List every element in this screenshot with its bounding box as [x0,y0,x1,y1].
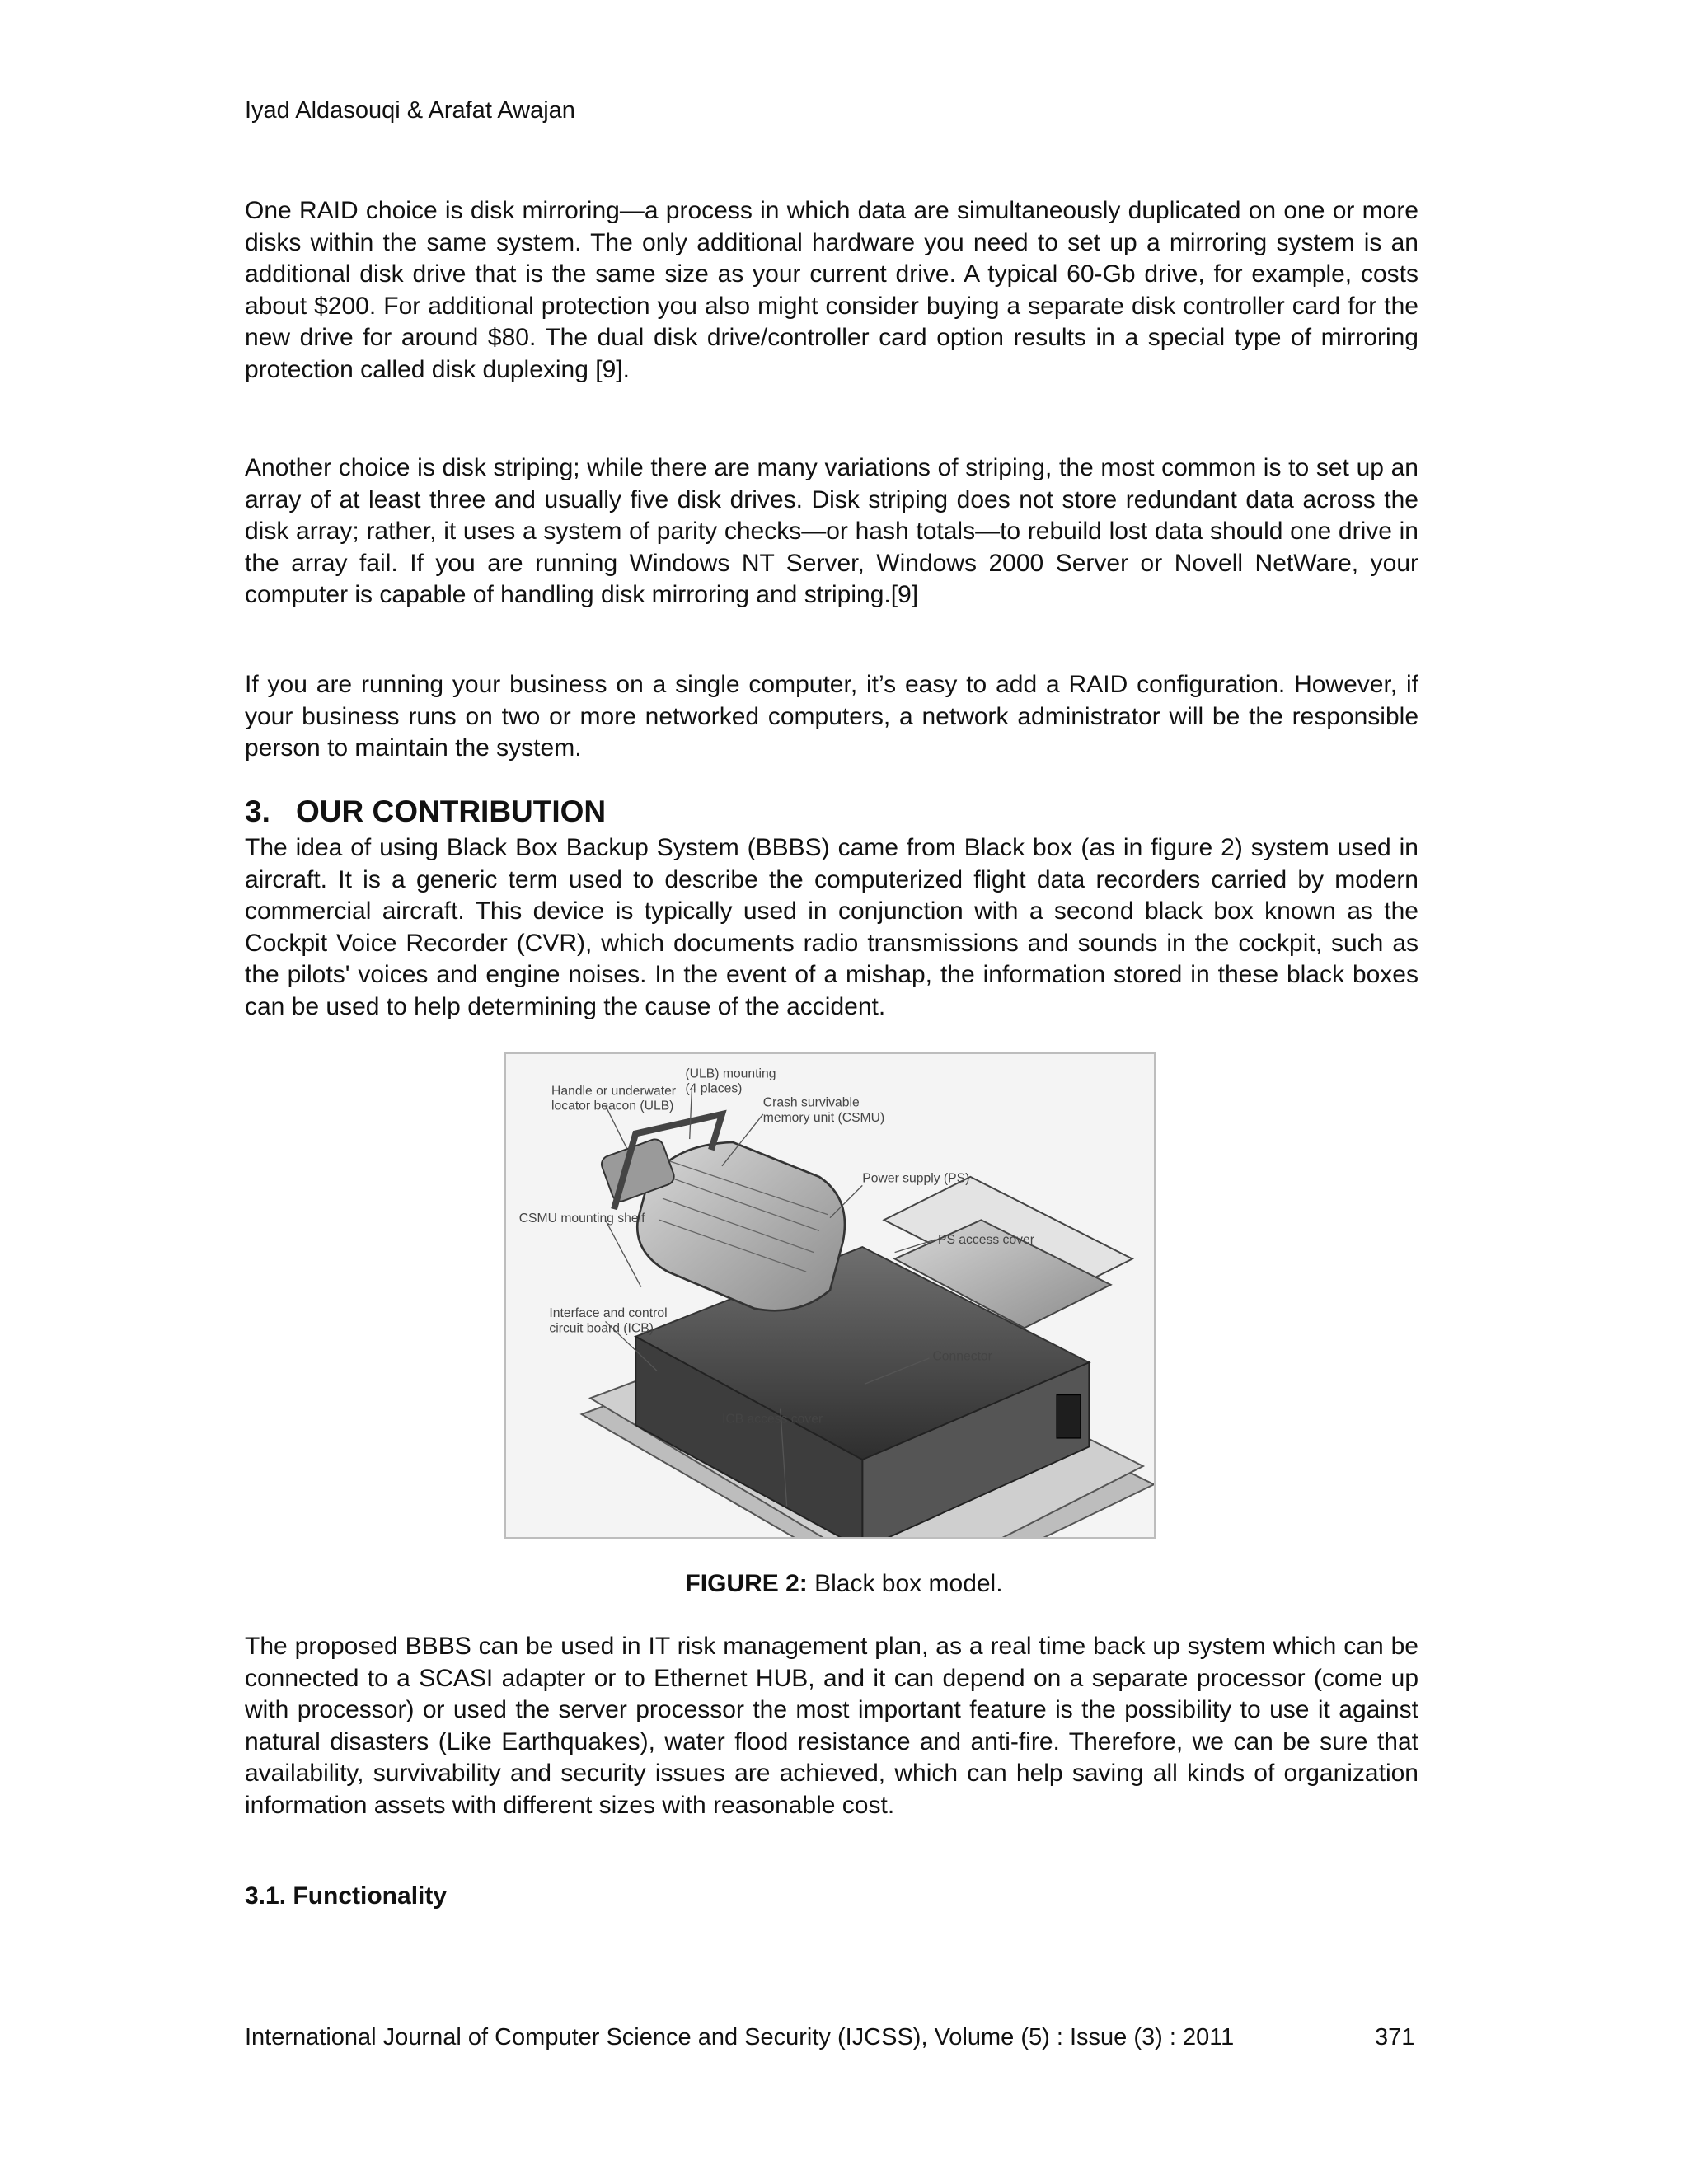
label-icb-1: Interface and control [549,1306,668,1321]
figure-caption [0,1570,1688,1598]
label-power-supply: Power supply (PS) [862,1171,970,1186]
paragraph-disk-striping: Another choice is disk striping; while there are many variations of striping, the most common is to set up an array of at least three and usually five disk drives. Disk striping does not store redundant data across the disk array; rather, it uses a system of parity checks—or hash totals—to rebuild lost data should one drive in the array fail. If you are running Windows NT Server, Windows 2000 Server or Novell NetWare, your computer is capable of handling disk mirroring and striping.[9] [245,454,1418,608]
connector [1057,1395,1081,1438]
label-csmu-1: Crash survivable [762,1095,860,1110]
section-heading [245,794,606,829]
label-handle-1: Handle or underwater [551,1084,677,1099]
label-csmu-2: memory unit (CSMU) [762,1111,885,1126]
label-connector: Connector [932,1349,992,1364]
figure-caption-text: Black box model. [807,1570,1003,1597]
paragraph-bbbs-proposal: The proposed BBBS can be used in IT risk management plan, as a real time back up system which can be connected to a SCASI adapter or to Ethernet HUB, and it can depend on a separate processor (come up with processor) or used the server processor the most important feature is the possibility to use it against natural disasters (Like Earthquakes), water flood resistance and anti-fire. Therefore, we can be sure that availability, survivability and security issues are achieved, which can help saving all kinds of organization information assets with different sizes with reasonable cost. [245,1633,1418,1819]
label-icb-2: circuit board (ICB) [549,1321,654,1336]
section-number: 3. [245,794,270,828]
label-ps-access-cover: PS access cover [938,1233,1034,1248]
label-handle-2: locator beacon (ULB) [551,1099,674,1113]
label-ulb-places: (4 places) [685,1081,743,1096]
running-head: Iyad Aldasouqi & Arafat Awajan [245,97,575,124]
paragraph-raid-configuration: If you are running your business on a single computer, it’s easy to add a RAID configuration. However, if your business runs on two or more networked computers, a network administrator will be the responsible person to maintain the system. [245,671,1418,762]
label-csmu-shelf: CSMU mounting shelf [518,1211,645,1226]
subsection-heading: 3.1. Functionality [245,1882,448,1910]
label-ulb-mounting: (ULB) mounting [685,1066,776,1081]
paragraph-bbbs-idea: The idea of using Black Box Backup System (BBBS) came from Black box (as in figure 2) system used in aircraft. It is a generic term used to describe the computerized flight data recorders carried by modern commercial aircraft. This device is typically used in conjunction with a second black box known as the Cockpit Voice Recorder (CVR), which documents radio transmissions and sounds in the cockpit, such as the pilots' voices and engine noises. In the event of a mishap, the information stored in these black boxes can be used to help determining the cause of the accident. [245,834,1418,1020]
section-title: OUR CONTRIBUTION [296,794,607,828]
journal-footer: International Journal of Computer Science and Security (IJCSS), Volume (5) : Issue (3) : 2011 [245,2024,1235,2050]
black-box-illustration [506,1054,1154,1537]
paragraph-raid-mirroring: One RAID choice is disk mirroring—a process in which data are simultaneously duplicated on one or more disks within the same system. The only additional hardware you need to set up a mirroring system is an additional disk drive that is the same size as your current drive. A typical 60-Gb drive, for example, costs about $200. For additional protection you also might consider buying a separate disk controller card for the new drive for around $80. The dual disk drive/controller card option results in a special type of mirroring protection called disk duplexing [9]. [245,197,1418,383]
page-number: 371 [1375,2024,1415,2050]
label-icb-access-cover: ICB access cover [722,1412,823,1427]
black-box-figure [504,1052,1156,1539]
figure-caption-label: FIGURE 2: [685,1570,808,1597]
